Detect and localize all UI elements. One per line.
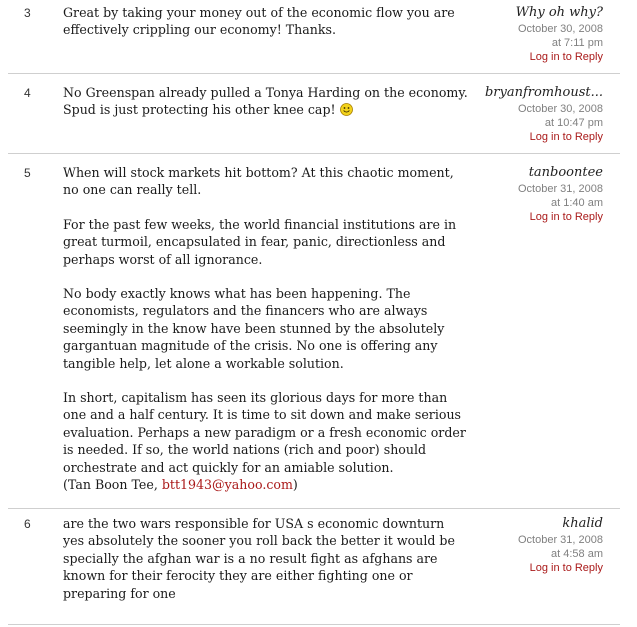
comment-date: October 30, 2008 (517, 23, 603, 35)
signature-email-link[interactable]: btt1943@yahoo.com (161, 477, 293, 493)
smiley-icon (340, 103, 353, 116)
comment-date: October 31, 2008 (517, 534, 603, 546)
comment-number: 5 (24, 166, 31, 180)
comment-meta (453, 164, 603, 225)
comment-time: at 7:11 pm (551, 37, 603, 49)
comment-paragraph: are the two wars responsible for USA s economic downturn yes absolutely the sooner you roll back the better it would be specially the afghan war is a no result fight as afghans are known for their ferocity they are either fighting one or preparing for one (63, 516, 455, 601)
comment-paragraph (63, 84, 468, 119)
comment-number: 4 (24, 86, 31, 100)
login-to-reply-link[interactable]: Log in to Reply (529, 131, 603, 143)
login-to-reply-link[interactable]: Log in to Reply (529, 51, 603, 63)
comment-divider (8, 73, 620, 74)
comment-paragraph (63, 389, 468, 493)
comment-meta (453, 84, 603, 145)
comment-time: at 10:47 pm (544, 117, 603, 129)
comment-divider (8, 624, 620, 625)
comment-date: October 30, 2008 (517, 103, 603, 115)
comment-paragraph-text: In short, capitalism has seen its glorious days for more than one and a half century. It is time to sit down and make serious evaluation. Perhaps a new paradigm or a fresh economic order is needed. If so, the world nations (rich and poor) should orchestrate and act quickly for an amiable solution. (63, 390, 466, 475)
comment-author: khalid (562, 516, 603, 531)
comment-number: 3 (24, 6, 31, 20)
login-to-reply-link[interactable]: Log in to Reply (529, 211, 603, 223)
login-to-reply-link[interactable]: Log in to Reply (529, 562, 603, 574)
comment-number: 6 (24, 517, 31, 531)
comment-time: at 1:40 am (551, 197, 603, 209)
comment-meta (453, 4, 603, 65)
comment-author: bryanfromhoust... (484, 85, 603, 100)
comment-paragraph: When will stock markets hit bottom? At this chaotic moment, no one can really tell. (63, 165, 454, 198)
comment-author: tanboontee (528, 165, 603, 180)
comment-date: October 31, 2008 (517, 183, 603, 195)
comment-paragraph: For the past few weeks, the world financial institutions are in great turmoil, encapsulated in fear, panic, directionless and perhaps worst of all ignorance. (63, 216, 457, 267)
comment-paragraph: Great by taking your money out of the economic flow you are effectively crippling our economy! Thanks. (63, 5, 455, 38)
comment-text (63, 84, 468, 119)
signature-prefix: (Tan Boon Tee, (63, 477, 162, 493)
comment-divider (8, 153, 620, 154)
comment-time: at 4:58 am (551, 548, 603, 560)
comment-text (63, 515, 468, 602)
comment-text (63, 164, 468, 494)
comment-author: Why oh why? (515, 5, 603, 20)
signature-suffix: ) (292, 477, 298, 493)
comment-divider (8, 508, 620, 509)
comment-meta (453, 515, 603, 576)
comment-paragraph-text: No Greenspan already pulled a Tonya Harding on the economy. Spud is just protecting his other knee cap! (63, 85, 468, 118)
comment-text (63, 4, 468, 39)
comment-paragraph: No body exactly knows what has been happening. The economists, regulators and the financers who are always seemingly in the know have been stunned by the absolutely gargantuan magnitude of the crisis. No one is offering any tangible help, let alone a workable solution. (63, 286, 445, 371)
